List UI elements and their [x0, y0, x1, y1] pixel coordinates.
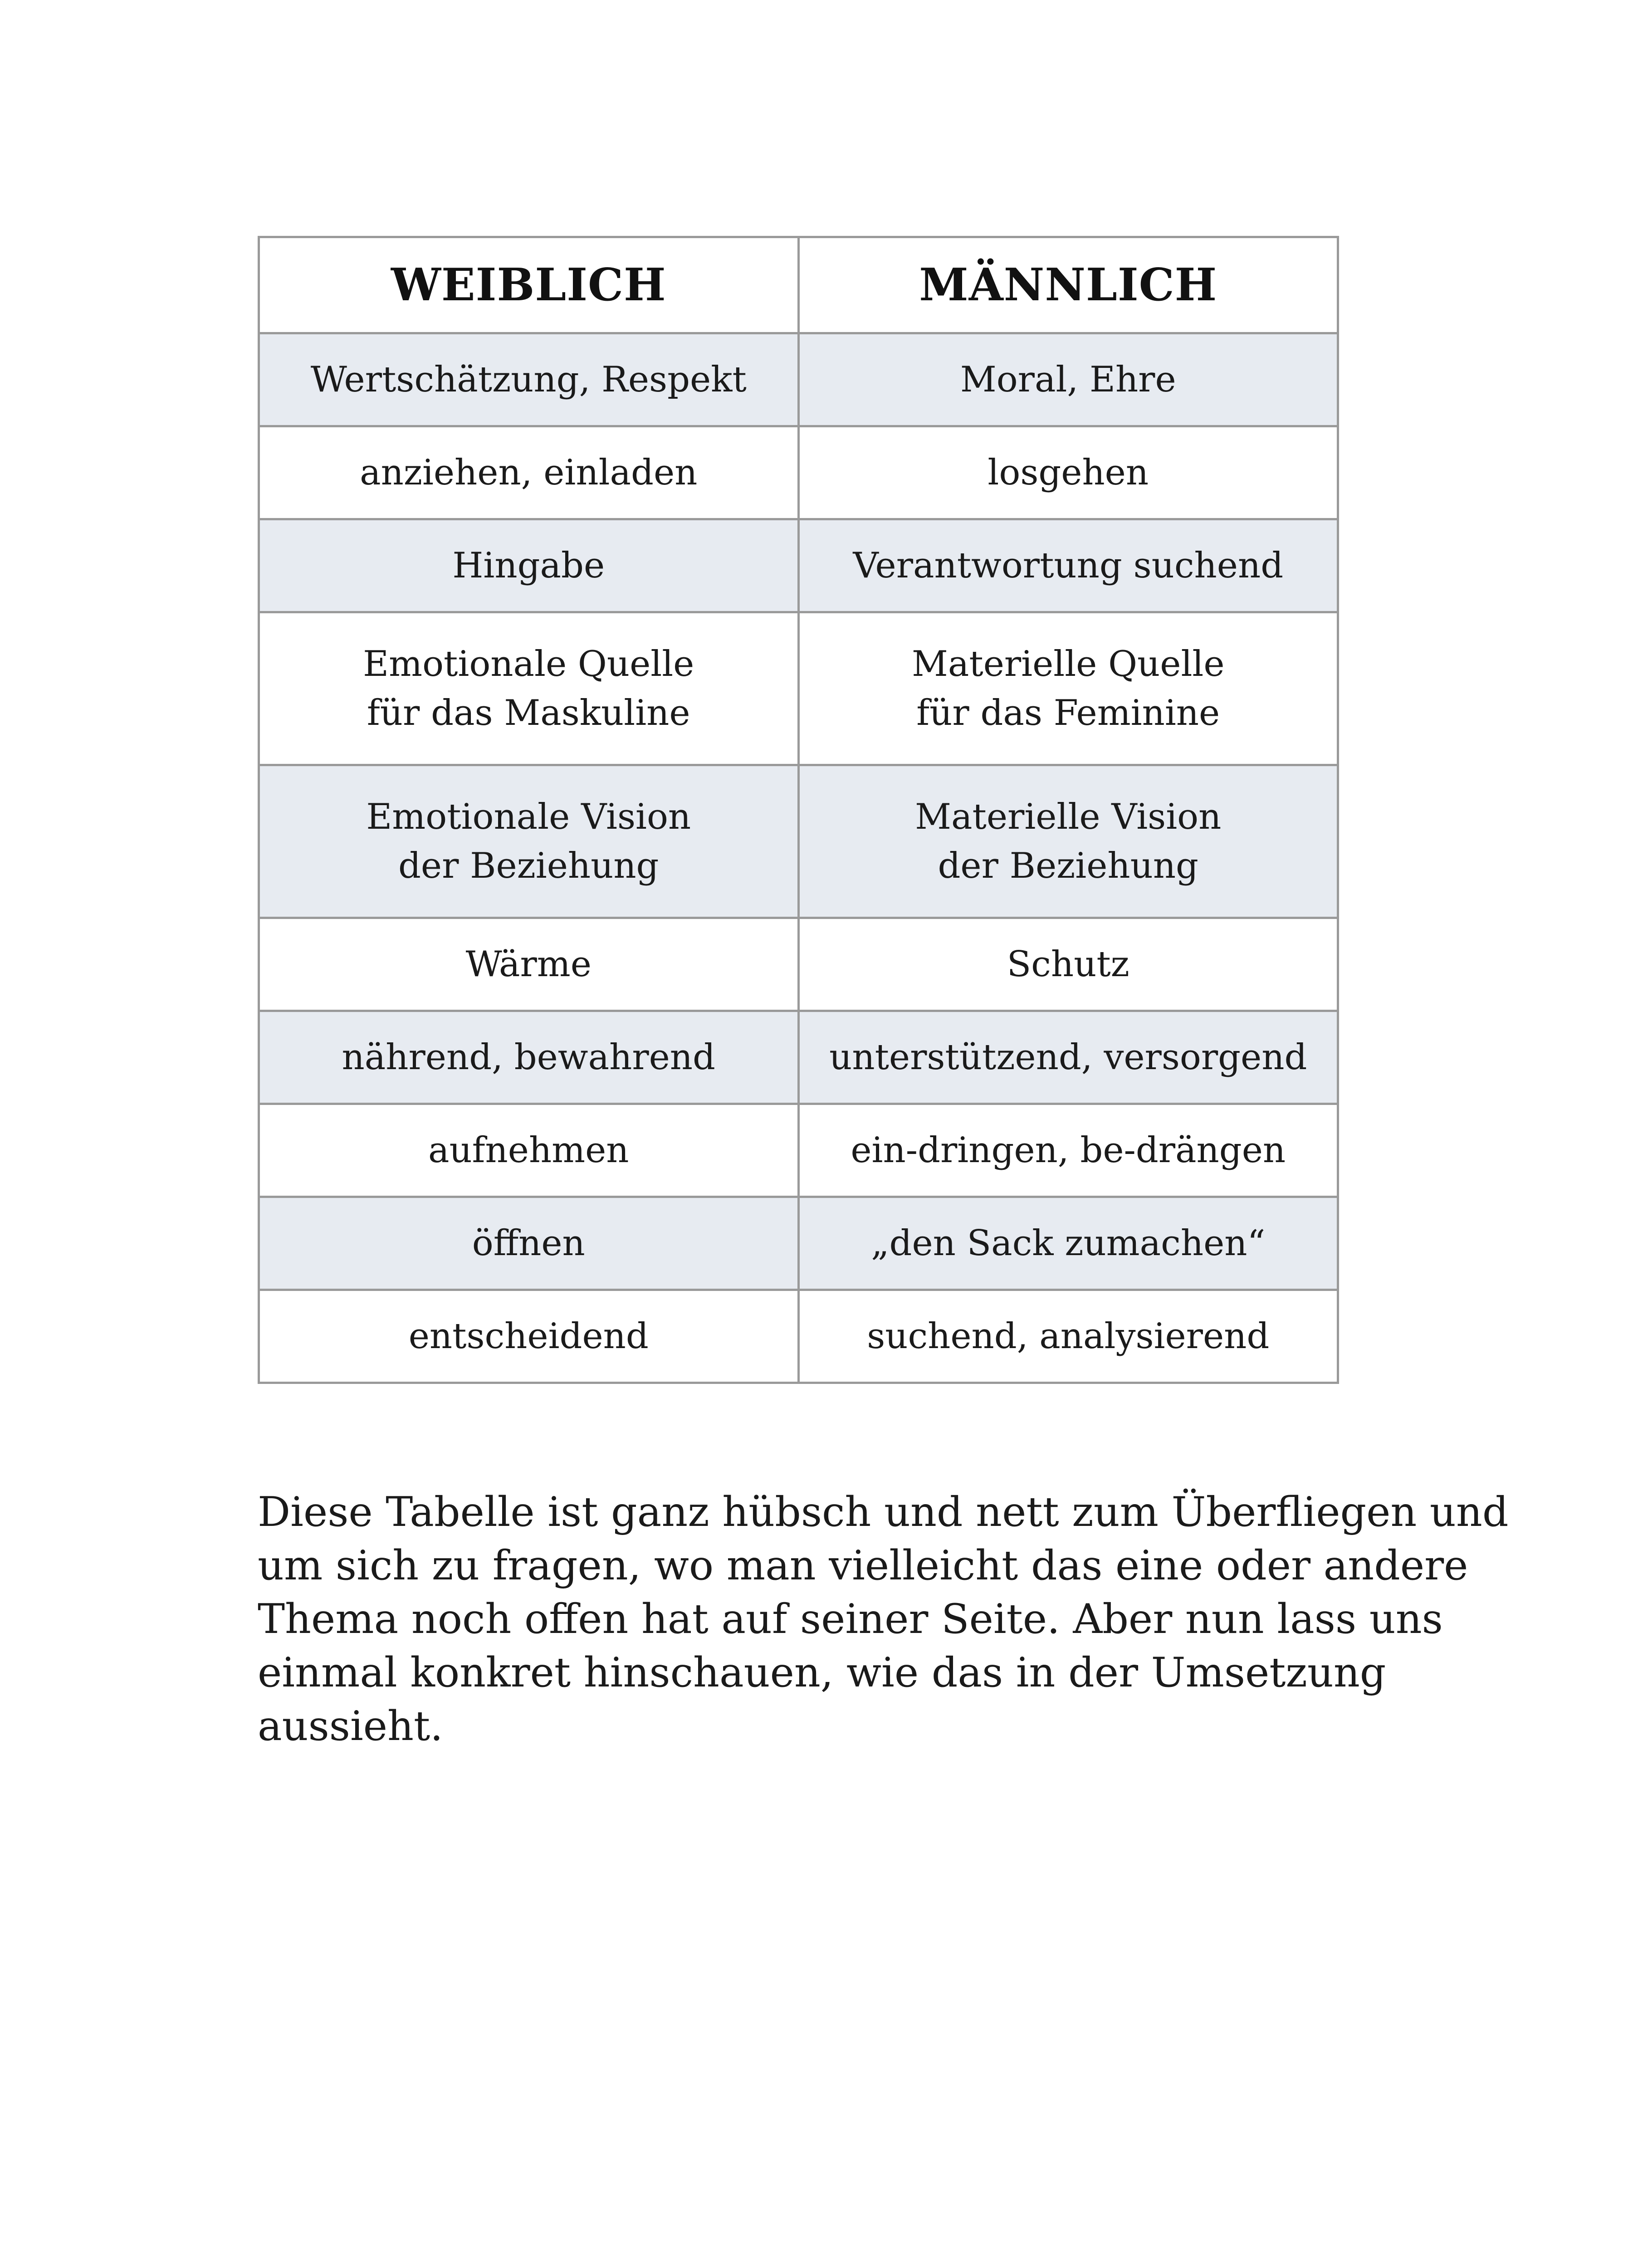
cell-maennlich [798, 1011, 1338, 1104]
cell-text: Hingabe [452, 545, 605, 586]
table-row [259, 765, 1338, 918]
table-row [259, 519, 1338, 612]
cell-maennlich [798, 1290, 1338, 1383]
table-body [259, 333, 1338, 1383]
cell-text: Emotionale Vision [366, 797, 691, 837]
paragraph-line: Diese Tabelle ist ganz hübsch und nett zum Überfliegen und [258, 1488, 1509, 1536]
paragraph-line: Thema noch offen hat auf seiner Seite. Aber nun lass uns [258, 1595, 1443, 1643]
cell-text: ein-dringen, be-drängen [851, 1130, 1286, 1171]
cell-maennlich [798, 918, 1338, 1011]
header-maennlich: MÄNNLICH [798, 237, 1338, 333]
cell-text: Materielle Quelle [911, 644, 1225, 684]
cell-text: für das Maskuline [367, 693, 690, 733]
cell-weiblich [259, 1290, 799, 1383]
cell-text: aufnehmen [428, 1130, 629, 1171]
cell-text: Materielle Vision [915, 797, 1222, 837]
cell-text: entscheidend [408, 1316, 649, 1357]
cell-weiblich [259, 1104, 799, 1197]
cell-text: Verantwortung suchend [853, 545, 1284, 586]
cell-maennlich [798, 519, 1338, 612]
cell-maennlich [798, 333, 1338, 426]
cell-text: anziehen, einladen [360, 452, 698, 493]
cell-text: der Beziehung [398, 846, 659, 886]
table-row [259, 612, 1338, 765]
cell-text: für das Feminine [916, 693, 1220, 733]
cell-text: Schutz [1007, 944, 1129, 985]
table-header-row [259, 237, 1338, 333]
cell-text: suchend, analysierend [867, 1316, 1270, 1357]
cell-text: losgehen [988, 452, 1149, 493]
cell-text: der Beziehung [938, 846, 1198, 886]
cell-weiblich [259, 1197, 799, 1290]
table-row [259, 918, 1338, 1011]
cell-text: Emotionale Quelle [363, 644, 694, 684]
cell-weiblich [259, 918, 799, 1011]
table-row [259, 1011, 1338, 1104]
cell-weiblich [259, 1011, 799, 1104]
paragraph-line: um sich zu fragen, wo man vielleicht das eine oder andere [258, 1542, 1468, 1589]
table-row [259, 1104, 1338, 1197]
cell-maennlich [798, 1197, 1338, 1290]
cell-text: nährend, bewahrend [342, 1037, 715, 1078]
cell-weiblich [259, 426, 799, 519]
cell-weiblich [259, 765, 799, 918]
cell-maennlich [798, 426, 1338, 519]
table-row [259, 1290, 1338, 1383]
cell-maennlich [798, 1104, 1338, 1197]
header-weiblich: WEIBLICH [259, 237, 799, 333]
table-row [259, 333, 1338, 426]
cell-maennlich [798, 765, 1338, 918]
cell-maennlich [798, 612, 1338, 765]
cell-weiblich [259, 333, 799, 426]
cell-text: öffnen [472, 1223, 585, 1264]
cell-text: Wertschätzung, Respekt [310, 359, 747, 400]
paragraph-line: einmal konkret hinschauen, wie das in der Umsetzung [258, 1649, 1386, 1696]
table-row [259, 426, 1338, 519]
cell-text: unterstützend, versorgend [829, 1037, 1307, 1078]
paragraph-line: aussieht. [258, 1702, 443, 1750]
cell-text: Moral, Ehre [960, 359, 1176, 400]
cell-text: Wärme [465, 944, 592, 985]
cell-weiblich [259, 519, 799, 612]
table-row [259, 1197, 1338, 1290]
body-paragraph [258, 1486, 1509, 1753]
comparison-table [258, 236, 1339, 1384]
cell-text: „den Sack zumachen“ [871, 1223, 1266, 1264]
cell-weiblich [259, 612, 799, 765]
